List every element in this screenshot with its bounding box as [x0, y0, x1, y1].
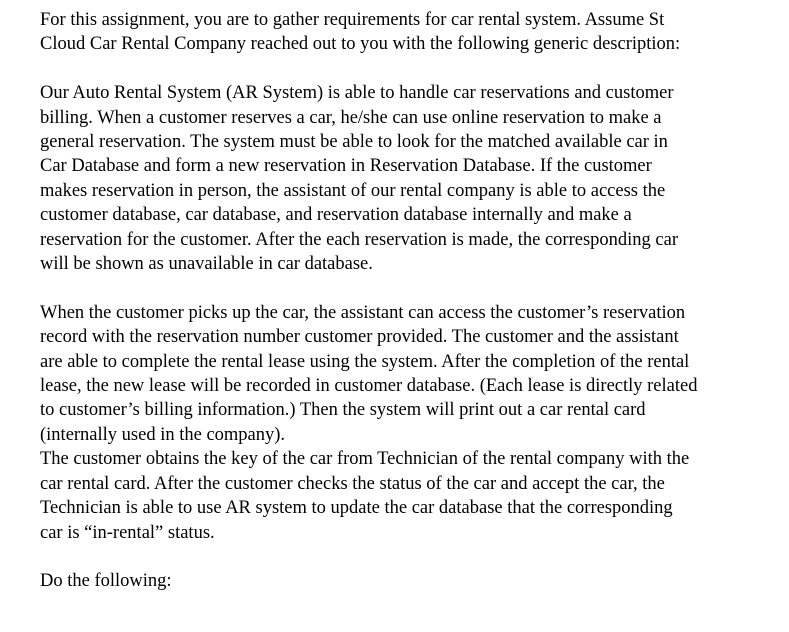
document-body: [40, 8, 780, 594]
text-line: will be shown as unavailable in car database.: [40, 254, 373, 275]
text-line: are able to complete the rental lease using the system. After the completion of the rental: [40, 351, 690, 372]
text-line: car is “in-rental” status.: [40, 522, 215, 543]
text-line: (internally used in the company).: [40, 424, 286, 445]
paragraph-spacer: [40, 545, 780, 569]
system-description-paragraph: [40, 81, 780, 276]
text-line: car rental card. After the customer checks the status of the car and accept the car, the: [40, 473, 665, 494]
paragraph-spacer: [40, 57, 780, 81]
text-line: Technician is able to use AR system to update the car database that the corresponding: [40, 498, 673, 519]
text-line: When the customer picks up the car, the assistant can access the customer’s reservation: [40, 302, 686, 323]
pickup-process-paragraph: [40, 301, 780, 545]
text-line: makes reservation in person, the assistant of our rental company is able to access the: [40, 180, 666, 201]
text-line: Do the following:: [40, 571, 172, 592]
text-line: Our Auto Rental System (AR System) is able to handle car reservations and customer: [40, 83, 674, 104]
text-line: to customer’s billing information.) Then the system will print out a car rental card: [40, 400, 646, 421]
text-line: record with the reservation number customer provided. The customer and the assistant: [40, 327, 679, 348]
text-line: For this assignment, you are to gather requirements for car rental system. Assume St: [40, 10, 665, 30]
text-line: Cloud Car Rental Company reached out to you with the following generic description:: [40, 34, 681, 55]
text-line: customer database, car database, and reservation database internally and make a: [40, 205, 632, 226]
paragraph-spacer: [40, 276, 780, 300]
text-line: lease, the new lease will be recorded in customer database. (Each lease is directly related: [40, 376, 698, 397]
text-line: Car Database and form a new reservation in Reservation Database. If the customer: [40, 156, 652, 177]
text-line: general reservation. The system must be able to look for the matched available car in: [40, 132, 668, 153]
instructions-paragraph: [40, 569, 780, 593]
text-line: reservation for the customer. After the each reservation is made, the corresponding car: [40, 229, 678, 250]
intro-paragraph: [40, 8, 780, 57]
text-line: billing. When a customer reserves a car, he/she can use online reservation to make a: [40, 107, 662, 128]
text-line: The customer obtains the key of the car from Technician of the rental company with the: [40, 449, 690, 470]
